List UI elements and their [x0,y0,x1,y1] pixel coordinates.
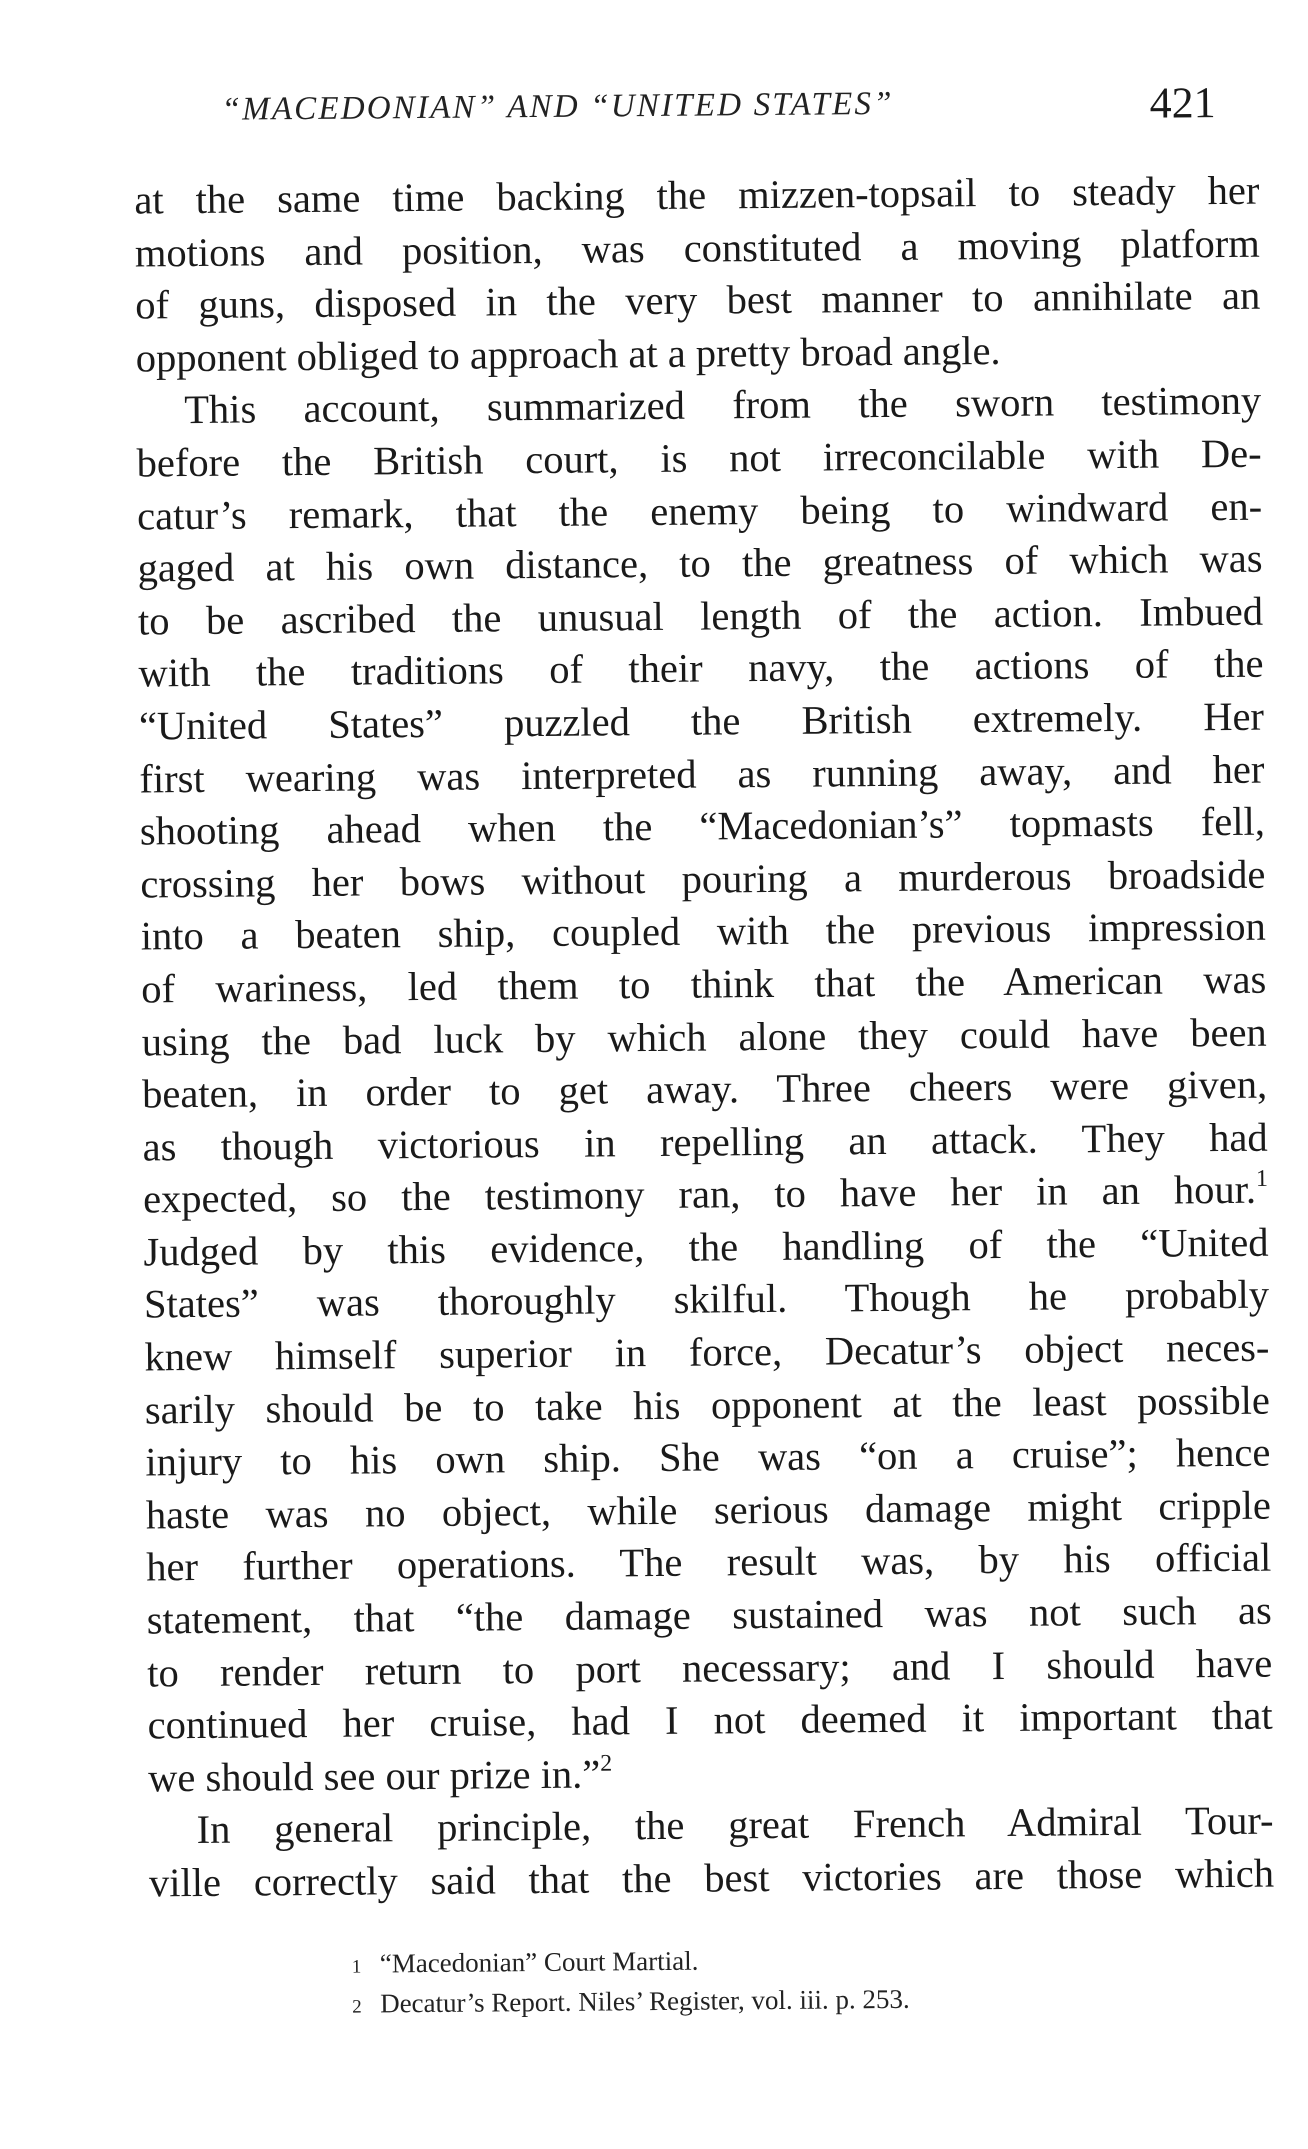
footnote [352,1979,1152,2026]
text-line: knew himself superior in force, Decatur’s object neces- [144,1324,1270,1380]
text-line-content: we should see our prize in.” [147,1751,601,1801]
text-line: into a beaten ship, coupled with the previous impression [140,903,1266,959]
footnote-ref: 2 [600,1750,613,1777]
paragraph-start-line: This account, summarized from the sworn testimony [184,378,1262,433]
text-line-content: expected, so the testimony ran, to have her in an hour. [142,1167,1257,1222]
text-line: using the bad luck by which alone they could have been [141,1009,1267,1064]
text-line [143,1164,1268,1226]
text-line: statement, that “the damage sustained was not such as [146,1587,1272,1643]
text-line: with the traditions of their navy, the actions of the [138,641,1264,696]
text-line: of guns, disposed in the very best manner to annihilate an [135,272,1261,328]
text-line: continued her cruise, had I not deemed it important that [147,1692,1273,1748]
running-title: “MACEDONIAN” AND “UNITED STATES” [221,85,894,128]
footnote-text: Decatur’s Report. Niles’ Register, vol. iii. p. 253. [379,1983,910,2019]
text-line: “United States” puzzled the British extremely. Her [138,693,1265,749]
body-text [134,165,1274,1910]
text-line: to render return to port necessary; and I should have [147,1640,1273,1696]
text-line: as though victorious in repelling an attack. They had [142,1114,1268,1170]
text-line [148,1742,1273,1804]
page-header [221,77,1231,146]
text-line: of wariness, led them to think that the American was [141,956,1267,1012]
text-line: her further operations. The result was, by his official [146,1535,1272,1590]
paragraph-start-line: In general principle, the great French Admiral Tour- [196,1798,1274,1853]
footnote-number: 2 [352,1996,362,2018]
footnote-number: 1 [351,1956,362,1978]
text-line: gaged at his own distance, to the greatness of which was [137,535,1263,591]
page-number: 421 [1149,78,1216,128]
text-line: sarily should be to take his opponent at the least possible [144,1377,1271,1433]
text-line: injury to his own ship. She was “on a cruise”; hence [145,1429,1271,1485]
text-line: States” was thoroughly skilful. Though he probably [143,1272,1270,1327]
footnote-ref: 1 [1255,1166,1269,1193]
text-line: before the British court, is not irreconcilable with De- [136,430,1262,486]
text-line: ville correctly said that the best victories are those which [148,1850,1275,1906]
footnote-text: “Macedonian” Court Martial. [379,1945,699,1979]
text-line: crossing her bows without pouring a murderous broadside [140,851,1266,907]
text-line: opponent obliged to approach at a pretty broad angle. [135,327,1001,381]
footnote [352,1939,1152,1986]
text-line: beaten, in order to get away. Three cheers were given, [141,1061,1268,1117]
footnotes [352,1939,1153,2026]
text-line: first wearing was interpreted as running away, and her [139,746,1265,802]
text-line: haste was no object, while serious damage might cripple [145,1482,1272,1538]
text-line: catur’s remark, that the enemy being to windward en- [136,483,1263,539]
text-line: to be ascribed the unusual length of the action. Imbued [137,588,1264,644]
text-line: Judged by this evidence, the handling of the “United [143,1219,1269,1275]
text-line: shooting ahead when the “Macedonian’s” topmasts fell, [139,798,1266,854]
text-line: at the same time backing the mizzen-topsail to steady her [134,167,1260,223]
text-line: motions and position, was constituted a moving platform [134,220,1260,276]
